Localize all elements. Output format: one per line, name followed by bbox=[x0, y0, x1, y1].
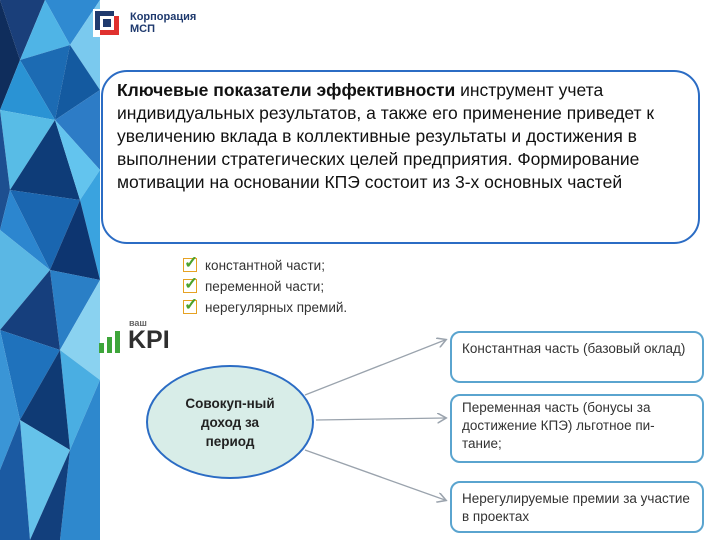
arrow-to-variable bbox=[316, 418, 445, 420]
arrow-to-irregular bbox=[305, 450, 445, 500]
variable-part-label: Переменная часть (бонусы за достижение КПЭ) льготное пи-тание; bbox=[462, 400, 655, 451]
checklist-item-label: нерегулярных премий. bbox=[205, 299, 348, 315]
constant-part-label: Константная часть (базовый оклад) bbox=[462, 341, 686, 356]
circle-label: Совокуп-ный доход за период bbox=[185, 395, 275, 449]
callout-body-text: инструмент учета индивидуальных результатов, а также его применение приведет к увеличению вклада в коллективные результаты и достижения в выполнении стратегических целей предприятия. Формирование мотивации на основании КПЭ состоит из 3-х основных частей bbox=[117, 80, 655, 192]
arrow-to-constant bbox=[305, 340, 445, 395]
logo-line-1: Корпорация bbox=[130, 11, 197, 23]
kpi-logo-small-text: ваш bbox=[129, 318, 147, 328]
callout-bold-term: Ключевые показатели эффективности bbox=[117, 80, 456, 100]
constant-part-box bbox=[450, 331, 704, 383]
kpi-logo-text: KPI bbox=[128, 326, 170, 354]
checklist-item-label: константной части; bbox=[205, 257, 325, 273]
total-income-circle bbox=[146, 365, 314, 479]
irregular-bonus-box bbox=[450, 481, 704, 533]
variable-part-box bbox=[450, 394, 704, 463]
checklist-item-label: переменной части; bbox=[205, 278, 325, 294]
logo-line-2: МСП bbox=[130, 23, 156, 35]
irregular-bonus-label: Нерегулируемые премии за участие в проектах bbox=[462, 491, 690, 524]
